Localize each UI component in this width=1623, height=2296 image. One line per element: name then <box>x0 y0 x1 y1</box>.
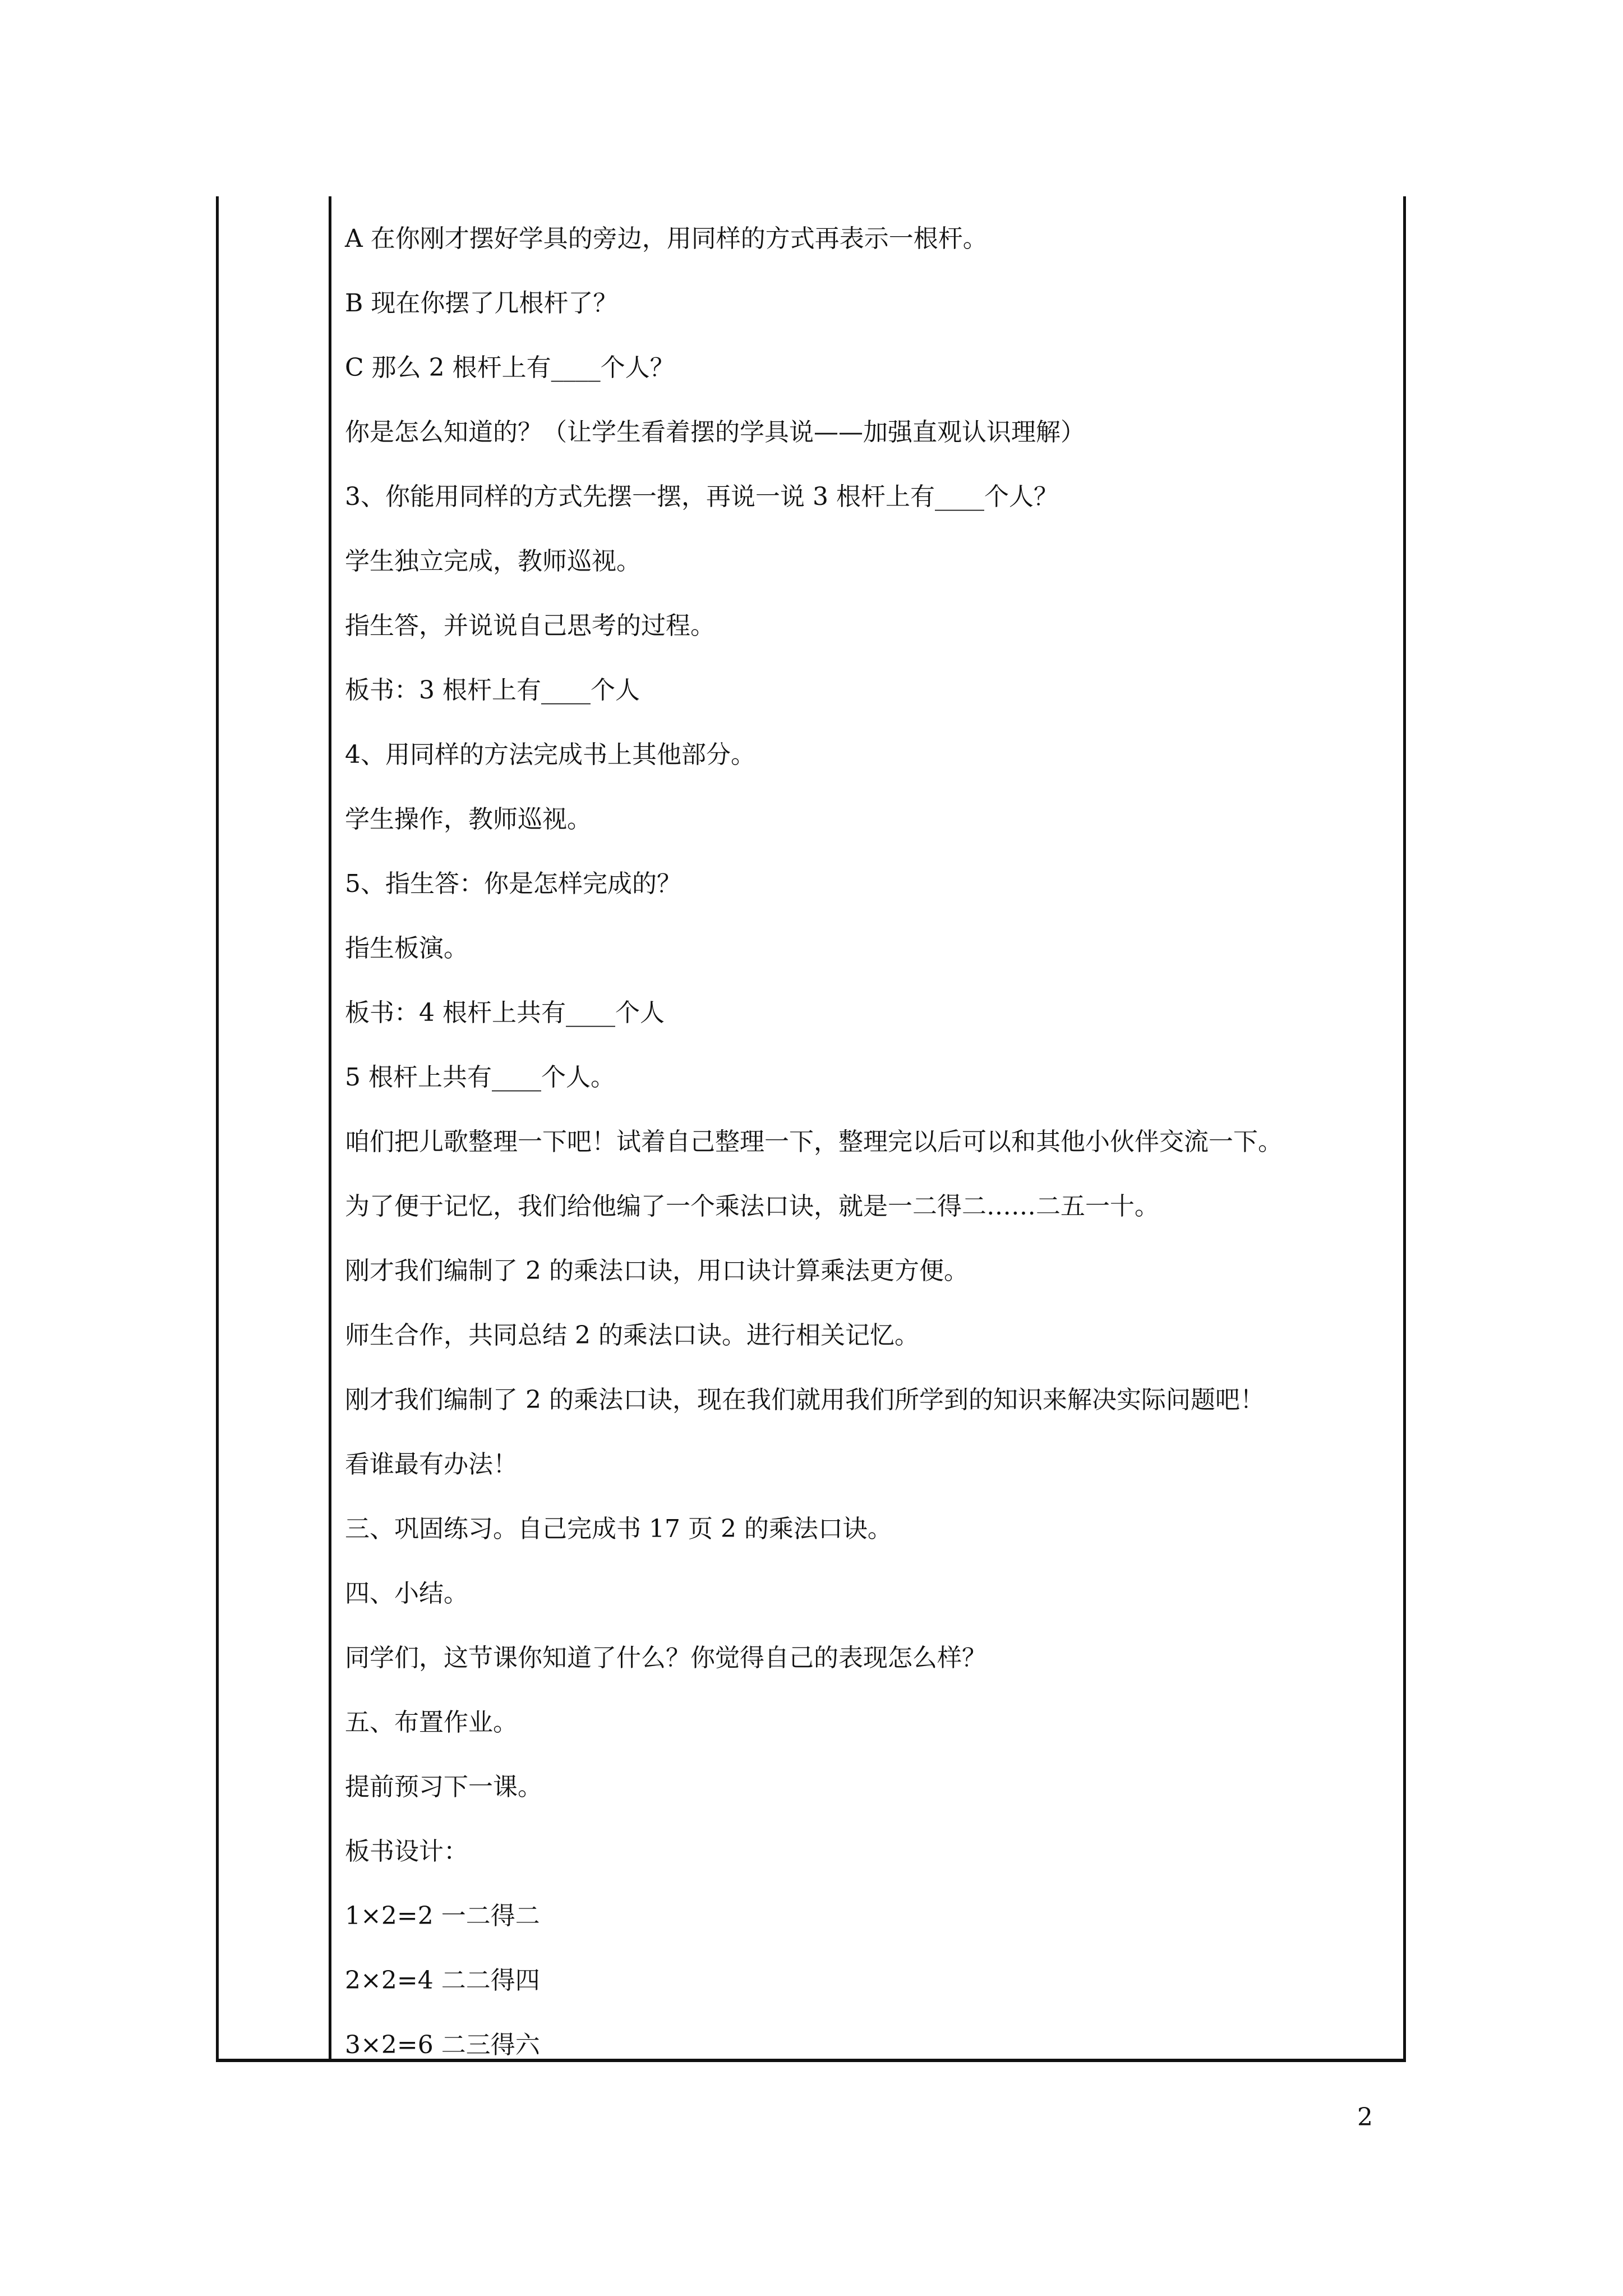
text-line: 提前预习下一课。 <box>345 1773 542 1801</box>
text-line: 刚才我们编制了 2 的乘法口诀，用口诀计算乘法更方便。 <box>345 1257 969 1285</box>
text-line: 5 根杆上共有____个人。 <box>345 1063 615 1092</box>
text-line: 学生独立完成，教师巡视。 <box>345 547 641 576</box>
text-line: 学生操作，教师巡视。 <box>345 805 592 834</box>
text-line: 为了便于记忆，我们给他编了一个乘法口诀，就是一二得二……二五一十。 <box>345 1192 1159 1221</box>
text-line: 板书：3 根杆上有____个人 <box>345 676 640 705</box>
text-line: C 那么 2 根杆上有____个人？ <box>345 353 675 382</box>
page-number: 2 <box>1357 2103 1373 2132</box>
text-line: 五、布置作业。 <box>345 1708 518 1737</box>
text-line: 3、你能用同样的方式先摆一摆，再说一说 3 根杆上有____个人？ <box>345 482 1058 511</box>
text-line: 2×2=4 二二得四 <box>345 1966 540 1995</box>
text-line: 4、用同样的方法完成书上其他部分。 <box>345 740 755 769</box>
text-line: 刚才我们编制了 2 的乘法口诀，现在我们就用我们所学到的知识来解决实际问题吧！ <box>345 1386 1265 1414</box>
text-line: A 在你刚才摆好学具的旁边，用同样的方式再表示一根杆。 <box>345 224 988 253</box>
text-line: 同学们，这节课你知道了什么？你觉得自己的表现怎么样？ <box>345 1644 986 1672</box>
table-right-border <box>1403 196 1406 2062</box>
text-line: 三、巩固练习。自己完成书 17 页 2 的乘法口诀。 <box>345 1515 892 1543</box>
text-line: 板书：4 根杆上共有____个人 <box>345 999 665 1027</box>
text-line: 看谁最有办法！ <box>345 1450 518 1479</box>
text-line: 咱们把儿歌整理一下吧！试着自己整理一下，整理完以后可以和其他小伙伴交流一下。 <box>345 1128 1283 1156</box>
text-line: 3×2=6 二三得六 <box>345 2031 540 2059</box>
text-line: 指生板演。 <box>345 934 468 963</box>
text-line: 师生合作，共同总结 2 的乘法口诀。进行相关记忆。 <box>345 1321 919 1350</box>
text-line: 板书设计： <box>345 1837 468 1866</box>
text-line: 1×2=2 一二得二 <box>345 1902 540 1930</box>
text-line: B 现在你摆了几根杆了？ <box>345 289 618 318</box>
text-line: 你是怎么知道的？（让学生看着摆的学具说——加强直观认识理解） <box>345 418 1085 447</box>
text-line: 四、小结。 <box>345 1579 468 1608</box>
table-left-border <box>216 196 219 2062</box>
text-line: 指生答，并说说自己思考的过程。 <box>345 611 715 640</box>
table-column-divider <box>329 196 331 2062</box>
lesson-content-cell <box>345 206 1399 2077</box>
text-line: 5、指生答：你是怎样完成的？ <box>345 869 681 898</box>
